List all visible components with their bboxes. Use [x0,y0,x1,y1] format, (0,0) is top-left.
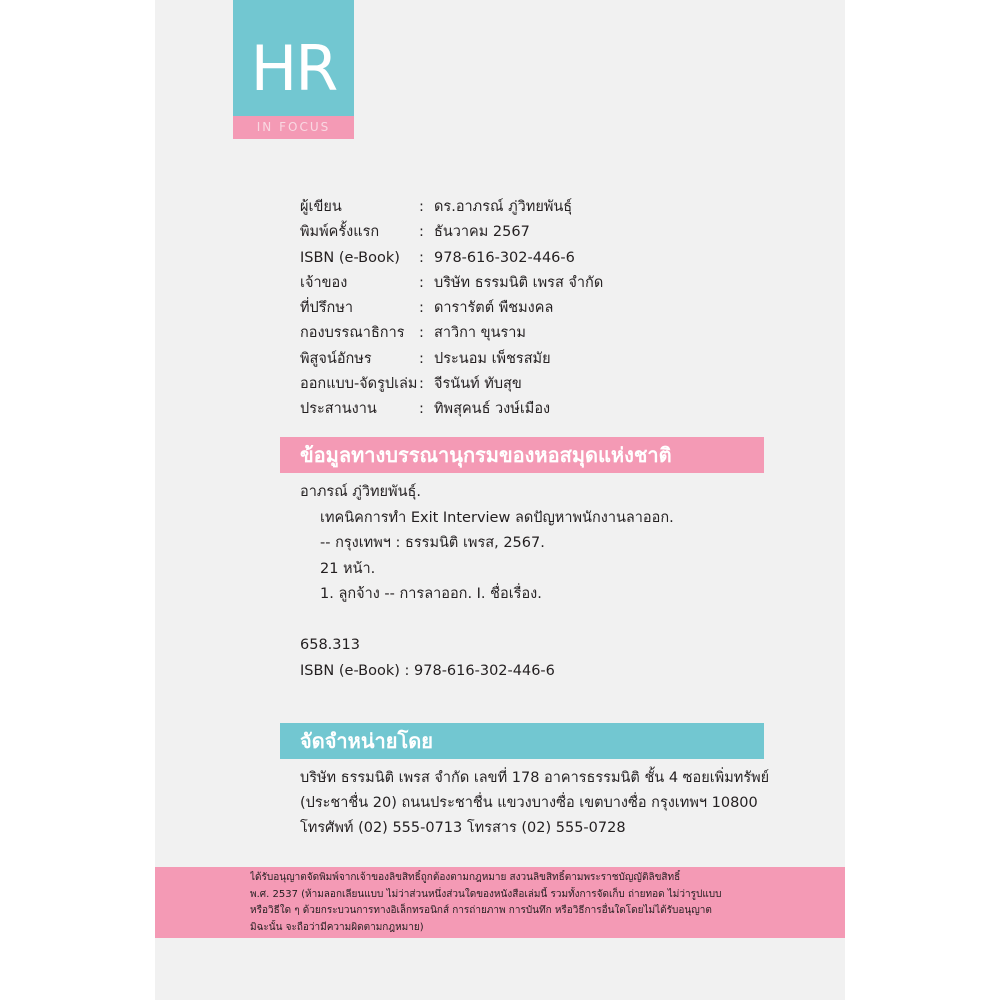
credit-label: กองบรรณาธิการ [300,325,405,342]
catalog-heading-bar [280,437,764,473]
copyright-line: ได้รับอนุญาตจัดพิมพ์จากเจ้าของลิขสิทธิ์ถูกต้องตามกฎหมาย สงวนลิขสิทธิ์ตามพระราชบัญญัติลิขสิทธิ์ [250,872,681,883]
credit-separator: : [419,376,424,393]
distributor-heading-bar [280,723,764,759]
credit-row-isbn [300,246,760,271]
credit-value: 978-616-302-446-6 [434,249,575,266]
logo-title: HR [250,32,337,105]
catalog-isbn: ISBN (e-Book) : 978-616-302-446-6 [300,662,555,679]
catalog-pages: 21 หน้า. [320,560,376,577]
credit-separator: : [419,274,424,291]
credit-value: บริษัท ธรรมนิติ เพรส จำกัด [434,274,604,291]
credit-separator: : [419,300,424,317]
credit-separator: : [419,350,424,367]
credit-value: ประนอม เพ็ชรสมัย [434,350,551,367]
catalog-classification: 658.313 [300,637,360,653]
distributor-heading: จัดจำหน่ายโดย [300,729,433,753]
credit-value: จีรนันท์ ทับสุข [434,376,522,393]
credit-label: ผู้เขียน [300,199,342,215]
credit-label: ISBN (e-Book) [300,249,400,266]
credit-row-editorial [300,321,760,346]
credit-row-owner [300,271,760,296]
copyright-line: พ.ศ. 2537 (ห้ามลอกเลียนแบบ ไม่ว่าส่วนหนึ่งส่วนใดของหนังสือเล่มนี้ รวมทั้งการจัดเก็บ ถ่ายทอด ไม่ว่ารูปแบบ [250,888,722,900]
distributor-line: (ประชาชื่น 20) ถนนประชาชื่น แขวงบางซื่อ เขตบางซื่อ กรุงเทพฯ 10800 [300,795,758,811]
distributor-line: บริษัท ธรรมนิติ เพรส จำกัด เลขที่ 178 อาคารธรรมนิติ ชั้น 4 ซอยเพิ่มทรัพย์ [300,770,770,786]
credit-row-proofreader [300,347,760,372]
credit-row-advisor [300,296,760,321]
credit-label: เจ้าของ [300,274,348,291]
credit-separator: : [419,199,424,215]
credit-label: พิสูจน์อักษร [300,350,372,367]
copyright-notice [250,870,755,936]
credit-row-first-print [300,220,760,245]
copyright-line: มิฉะนั้น จะถือว่ามีความผิดตามกฎหมาย) [250,921,424,933]
credit-value: ธันวาคม 2567 [434,224,530,241]
catalog-subjects: 1. ลูกจ้าง -- การลาออก. I. ชื่อเรื่อง. [320,586,542,602]
hr-in-focus-logo [233,0,354,139]
credit-label: ที่ปรึกษา [300,300,354,317]
credit-label: ประสานงาน [300,401,377,418]
distributor-line: โทรศัพท์ (02) 555-0713 โทรสาร (02) 555-0728 [300,820,626,836]
credits-list [300,195,760,423]
credit-separator: : [419,325,424,342]
credit-value: ทิพสุคนธ์ วงษ์เมือง [434,401,551,418]
credit-value: สาวิกา ขุนราม [434,325,526,342]
logo-subtitle: IN FOCUS [256,120,331,134]
catalog-gap [300,608,760,634]
credit-value: ดารารัตต์ พืชมงคล [434,300,554,317]
credit-value: ดร.อาภรณ์ ภู่วิทยพันธุ์ [434,199,573,215]
copyright-line: หรือวิธีใด ๆ ด้วยกระบวนการทางอิเล็กทรอนิกส์ การถ่ายภาพ การบันทึก หรือวิธีการอื่นใดโดยไม่ได้รับอนุญาต [250,905,712,916]
credit-row-design [300,372,760,397]
catalog-author: อาภรณ์ ภู่วิทยพันธุ์. [300,484,421,500]
credit-separator: : [419,224,424,241]
credit-row-coordinator [300,397,760,422]
copyright-footer [155,867,845,938]
credit-label: ออกแบบ-จัดรูปเล่ม [300,376,418,393]
credit-label: พิมพ์ครั้งแรก [300,224,380,241]
credit-row-author [300,195,760,220]
distributor-address [300,766,770,841]
catalog-publisher: -- กรุงเทพฯ : ธรรมนิติ เพรส, 2567. [320,535,545,551]
credit-separator: : [419,249,424,266]
catalog-record [300,480,760,684]
catalog-heading: ข้อมูลทางบรรณานุกรมของหอสมุดแห่งชาติ [300,443,672,467]
credit-separator: : [419,401,424,418]
catalog-book-title: เทคนิคการทำ Exit Interview ลดปัญหาพนักงานลาออก. [320,509,674,526]
